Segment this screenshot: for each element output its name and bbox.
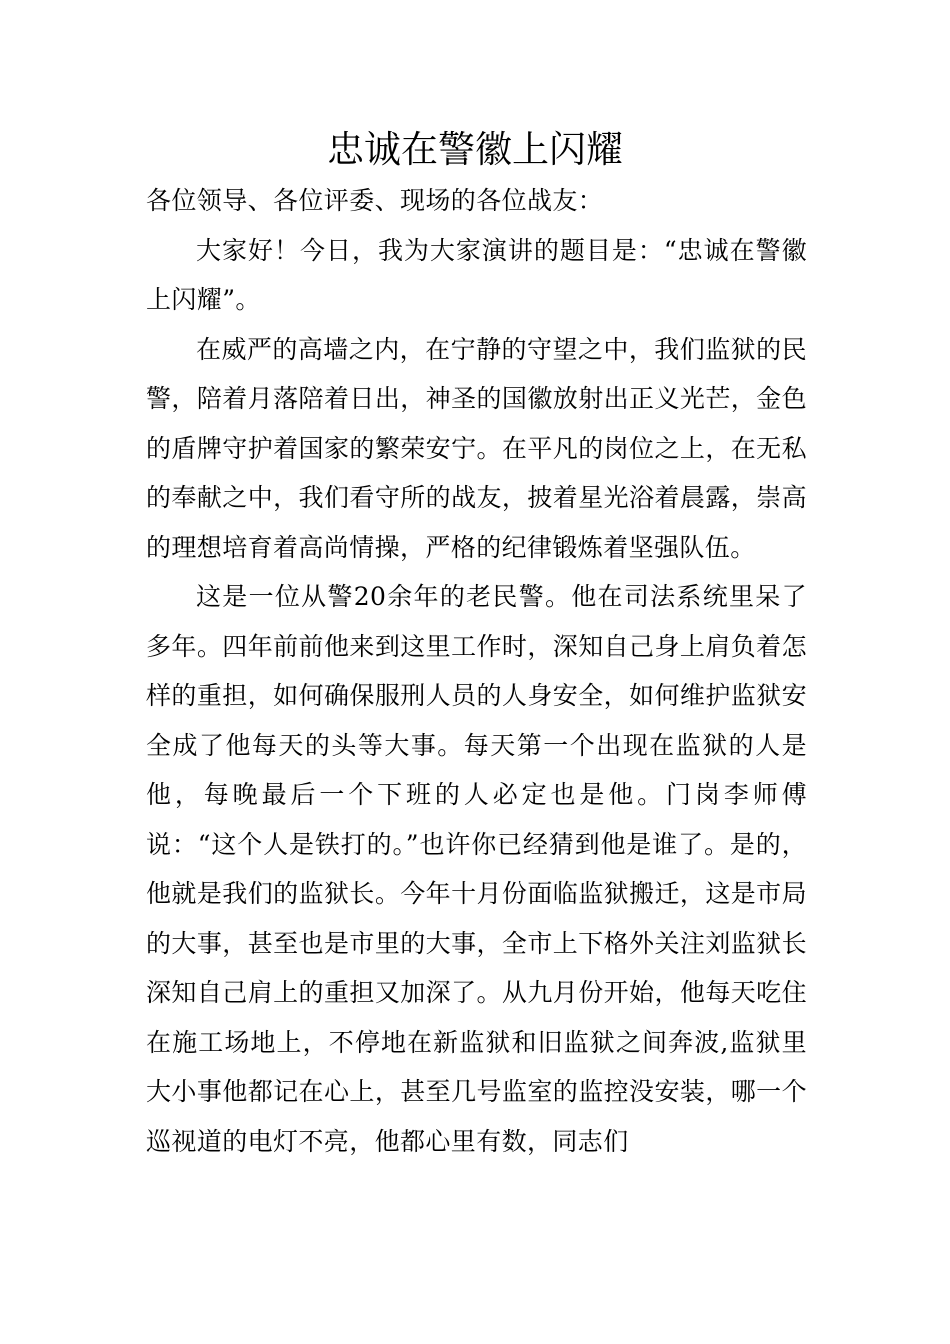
body-paragraph: 这是一位从警20余年的老民警。他在司法系统里呆了多年。四年前前他来到这里工作时，深知自己身上肩负着怎样的重担，如何确保服刑人员的人身安全，如何维护监狱安全成了他每天的头等大事。每天第一个出现在监狱的人是他，每晚最后一个下班的人必定也是他。门岗李师傅说：“这个人是铁打的。”也许你已经猜到他是谁了。是的，他就是我们的监狱长。今年十月份面临监狱搬迁，这是市局的大事，甚至也是市里的大事，全市上下格外关注刘监狱长深知自己肩上的重担又加深了。从九月份开始，他每天吃住在施工场地上，不停地在新监狱和旧监狱之间奔波,监狱里大小事他都记在心上，甚至几号监室的监控没安装，哪一个巡视道的电灯不亮，他都心里有数，同志们 — [146, 582, 807, 1156]
document-title: 忠诚在警徽上闪耀 — [327, 128, 623, 171]
salutation-paragraph: 各位领导、各位评委、现场的各位战友： — [146, 186, 604, 215]
document-body — [146, 176, 807, 1166]
greeting-paragraph: 大家好！今日，我为大家演讲的题目是：“忠诚在警徽上闪耀”。 — [146, 235, 807, 314]
body-paragraph: 在威严的高墙之内，在宁静的守望之中，我们监狱的民警，陪着月落陪着日出，神圣的国徽放射出正义光芒，金色的盾牌守护着国家的繁荣安宁。在平凡的岗位之上，在无私的奉献之中，我们看守所的战友，披着星光浴着晨露，崇高的理想培育着高尚情操，严格的纪律锻炼着坚强队伍。 — [146, 334, 807, 562]
